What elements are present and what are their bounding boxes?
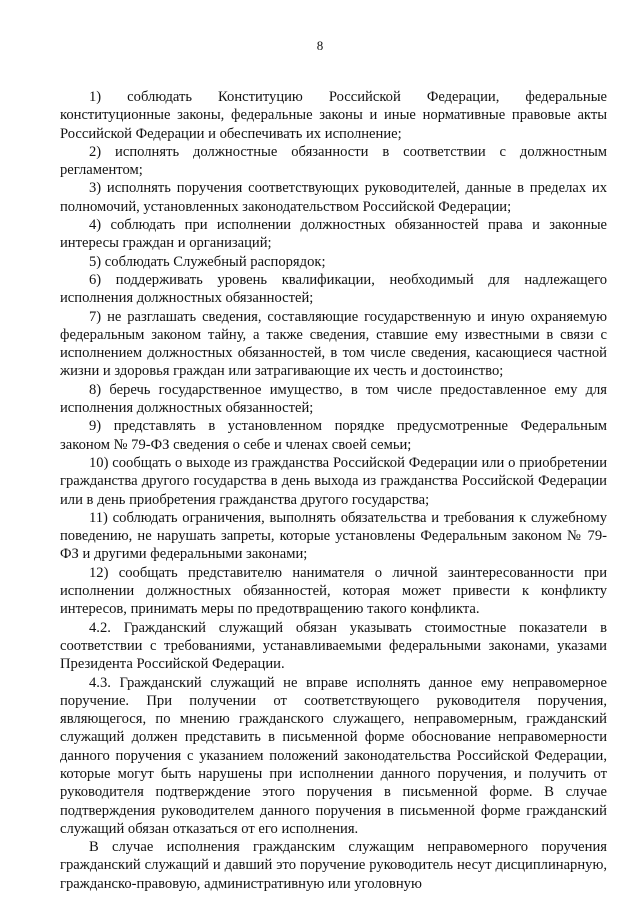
paragraph: 5) соблюдать Служебный распорядок; <box>89 253 326 270</box>
paragraph: 11) соблюдать ограничения, выполнять обязательства и требования к служебному поведению, не нарушать запреты, которые установлены Федеральным законом № 79-ФЗ и другими федеральными законами; <box>60 509 607 563</box>
paragraph: 10) сообщать о выходе из гражданства Российской Федерации или о приобретении гражданства другого государства в день выхода из гражданства Российской Федерации или в день приобретения гражданства другого государства; <box>60 454 607 508</box>
paragraph: 9) представлять в установленном порядке предусмотренные Федеральным законом № 79-ФЗ сведения о себе и членах своей семьи; <box>60 418 607 453</box>
paragraph: 12) сообщать представителю нанимателя о личной заинтересованности при исполнении должностных обязанностей, которая может привести к конфликту интересов, принимать меры по предотвращению такого конфликта. <box>60 564 607 618</box>
paragraph: 8) беречь государственное имущество, в том числе предоставленное ему для исполнения должностных обязанностей; <box>60 381 607 417</box>
paragraph: 3) исполнять поручения соответствующих руководителей, данные в пределах их полномочий, установленных законодательством Российской Федерации; <box>60 180 607 215</box>
page-number: 8 <box>316 38 324 53</box>
paragraph: 2) исполнять должностные обязанности в соответствии с должностным регламентом; <box>60 143 607 179</box>
paragraph: В случае исполнения гражданским служащим неправомерного поручения гражданский служащий и давший это поручение руководитель несут дисциплинарную, гражданско-правовую, административную или уголовную <box>60 839 607 892</box>
document-body <box>60 88 607 893</box>
paragraph: 4.2. Гражданский служащий обязан указывать стоимостные показатели в соответствии с требованиями, устанавливаемыми федеральными законами, указами Президента Российской Федерации. <box>60 619 607 673</box>
paragraph: 1) соблюдать Конституцию Российской Федерации, федеральные конституционные законы, федеральные законы и иные нормативные правовые акты Российской Федерации и обеспечивать их исполнение; <box>60 89 607 142</box>
paragraph: 4.3. Гражданский служащий не вправе исполнять данное ему неправомерное поручение. При получении от соответствующего руководителя поручения, являющегося, по мнению гражданского служащего, неправомерным, гражданский служащий должен представить в письменной форме обоснование неправомерности данного поручения с указанием положений законодательства Российской Федерации, которые могут быть нарушены при исполнении данного поручения, и получить от руководителя подтверждение этого поручения в письменной форме. В случае подтверждения руководителем данного поручения в письменной форме гражданский служащий обязан отказаться от его исполнения. <box>60 674 607 837</box>
paragraph: 4) соблюдать при исполнении должностных обязанностей права и законные интересы граждан и организаций; <box>60 217 607 252</box>
paragraph: 7) не разглашать сведения, составляющие государственную и иную охраняемую федеральным законом тайну, а также сведения, ставшие ему известными в связи с исполнением должностных обязанностей, в том числе сведения, касающиеся частной жизни и здоровья граждан или затрагивающие их честь и достоинство; <box>60 308 607 380</box>
paragraph: 6) поддерживать уровень квалификации, необходимый для надлежащего исполнения должностных обязанностей; <box>60 271 607 307</box>
